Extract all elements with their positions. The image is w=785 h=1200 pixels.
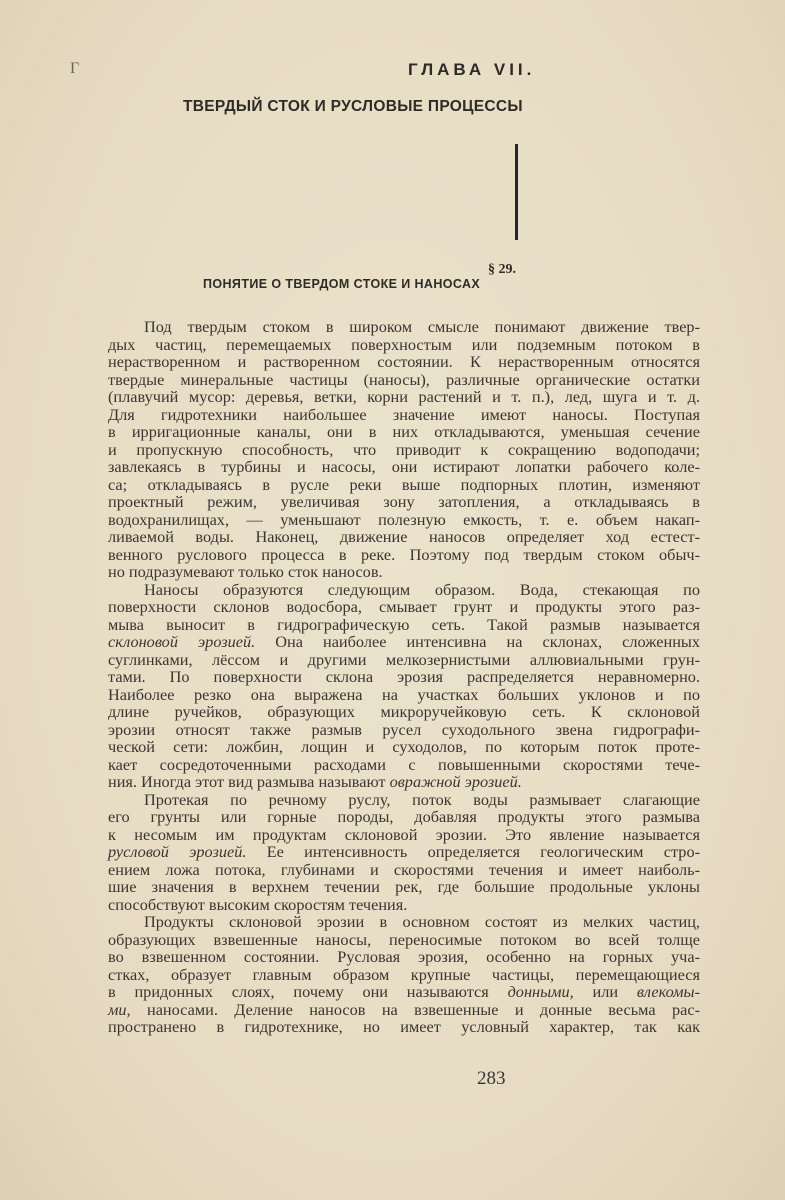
text-segment: Наиболее резко она выражена на участках больших уклонов и по [108, 684, 700, 704]
text-segment: Протекая по речному руслу, поток воды размывает слагающие [144, 789, 700, 809]
text-segment: мыва выносит в гидрографическую сеть. Такой размыв называется [108, 614, 700, 634]
text-line [108, 861, 700, 879]
paragraph-number: § 29. [488, 262, 516, 277]
text-line [108, 546, 700, 564]
text-segment: нерастворенном и растворенном состоянии. К нерастворенным относятся [108, 352, 700, 371]
italic-term: овражной эрозией. [389, 772, 522, 791]
text-segment: са; откладываясь в русле реки выше подпорных плотин, изменяют [108, 474, 700, 494]
text-line [108, 703, 700, 721]
italic-term: влекомы- [636, 982, 700, 1001]
text-segment: поверхности склонов водосбора, смывает грунт и продукты этого раз- [108, 597, 700, 616]
text-segment: наносами. Деление наносов на взвешенные и донные весьма рас- [130, 999, 700, 1019]
text-segment: но подразумевают только сток наносов. [108, 562, 383, 581]
paragraph [108, 318, 700, 581]
chapter-title: ТВЕРДЫЙ СТОК И РУСЛОВЫЕ ПРОЦЕССЫ [183, 98, 523, 115]
text-line [108, 511, 700, 529]
italic-term: донными, [507, 982, 574, 1001]
text-line [108, 476, 700, 494]
italic-term: склоновой эрозией. [108, 632, 256, 651]
corner-mark: Г [70, 60, 80, 77]
text-line [108, 318, 700, 336]
text-segment: его грунты или горные породы, добавляя продукты этого размыва [108, 807, 700, 826]
text-segment: в придонных слоях, почему они называются [108, 982, 508, 1001]
text-segment: Для гидротехники наибольшее значение имеют наносы. Поступая [108, 404, 700, 424]
text-line [108, 353, 700, 371]
text-segment: завлекаясь в турбины и насосы, они истирают лопатки рабочего коле- [108, 457, 700, 476]
text-line [108, 493, 700, 511]
text-line [108, 948, 700, 966]
text-line [108, 931, 700, 949]
text-line [108, 563, 700, 581]
text-line [108, 773, 700, 791]
text-segment: тами. По поверхности склона эрозия распределяется неравномерно. [108, 667, 700, 686]
text-line [108, 441, 700, 459]
text-segment: шие значения в верхнем течении рек, где большие продольные уклоны [108, 877, 700, 896]
chapter-heading: ГЛАВА VII. [408, 60, 536, 79]
italic-term: русловой эрозией. [108, 842, 247, 861]
text-line [108, 791, 700, 809]
text-line [108, 633, 700, 651]
text-line [108, 598, 700, 616]
text-line [108, 1018, 700, 1036]
text-line [108, 756, 700, 774]
text-segment: пространено в гидротехнике, но имеет условный характер, так как [108, 1017, 700, 1036]
text-line [108, 336, 700, 354]
text-segment: эрозии относят также размыв русел суходольного звена гидрографи- [108, 719, 700, 739]
text-segment: проектный режим, увеличивая зону затопления, а откладываясь в [108, 492, 700, 511]
text-line [108, 808, 700, 826]
page-number: 283 [477, 1068, 506, 1089]
text-segment: способствуют высоким скоростям течения. [108, 894, 408, 914]
text-segment: образующих взвешенные наносы, переносимые потоком во всей толще [108, 929, 700, 949]
text-segment: во взвешенном состоянии. Русловая эрозия, особенно на горных уча- [108, 947, 700, 966]
text-segment: ческой сети: ложбин, лощин и суходолов, по которым поток проте- [108, 737, 700, 756]
text-line [108, 458, 700, 476]
paragraph [108, 791, 700, 914]
text-segment: в ирригационные каналы, они в них откладываются, уменьшая сечение [108, 422, 700, 441]
text-segment: водохранилищах, — уменьшают полезную емкость, т. е. объем накап- [108, 509, 700, 529]
text-line [108, 423, 700, 441]
vertical-rule [515, 144, 518, 240]
text-segment: суглинками, лёссом и другими мелкозернистыми аллювиальными грун- [108, 649, 700, 669]
text-line [108, 668, 700, 686]
text-segment: и пропускную способность, что приводит к сокращению водоподачи; [108, 439, 700, 459]
paragraph [108, 913, 700, 1036]
body-text [108, 318, 700, 1036]
text-segment: кает сосредоточенными расходами с повышенными скоростями тече- [108, 754, 700, 774]
italic-term: ми, [108, 999, 131, 1019]
text-segment: Под твердым стоком в широком смысле понимают движение твер- [144, 317, 700, 336]
section-title: ПОНЯТИЕ О ТВЕРДОМ СТОКЕ И НАНОСАХ [203, 277, 481, 291]
text-segment: или [573, 982, 637, 1001]
text-segment: к несомым им продуктам склоновой эрозии. Это явление называется [108, 824, 700, 844]
text-segment: твердые минеральные частицы (наносы), различные органические остатки [108, 369, 700, 389]
text-segment: (плавучий мусор: деревья, ветки, корни растений и т. п.), лед, шуга и т. д. [108, 387, 700, 406]
text-line [108, 738, 700, 756]
text-line [108, 616, 700, 634]
text-segment: венного руслового процесса в реке. Поэтому под твердым стоком обыч- [108, 544, 700, 564]
text-line [108, 826, 700, 844]
text-segment: ением ложа потока, глубинами и скоростями течения и имеет наиболь- [108, 859, 700, 879]
text-segment: ливаемой воды. Наконец, движение наносов определяет ход естест- [108, 527, 700, 546]
text-line [108, 581, 700, 599]
text-segment: Продукты склоновой эрозии в основном состоят из мелких частиц, [144, 912, 700, 931]
text-segment: стках, образует главным образом крупные частицы, перемещающиеся [108, 964, 700, 984]
text-segment: дых частиц, перемещаемых поверхностым или подземным потоком в [108, 334, 700, 354]
text-line [108, 651, 700, 669]
text-line [108, 1001, 700, 1019]
text-segment: Наносы образуются следующим образом. Вода, стекающая по [144, 579, 700, 599]
text-line [108, 388, 700, 406]
text-line [108, 878, 700, 896]
text-line [108, 843, 700, 861]
text-line [108, 528, 700, 546]
text-line [108, 371, 700, 389]
text-line [108, 686, 700, 704]
text-segment: Ее интенсивность определяется геологическим стро- [246, 842, 701, 861]
text-line [108, 966, 700, 984]
text-segment: ния. Иногда этот вид размыва называют [108, 772, 390, 791]
text-line [108, 913, 700, 931]
text-line [108, 406, 700, 424]
text-line [108, 896, 700, 914]
text-segment: Она наиболее интенсивна на склонах, сложенных [255, 632, 700, 651]
text-line [108, 983, 700, 1001]
text-line [108, 721, 700, 739]
text-segment: длине ручейков, образующих микроручейковую сеть. К склоновой [108, 702, 700, 721]
paragraph [108, 581, 700, 791]
